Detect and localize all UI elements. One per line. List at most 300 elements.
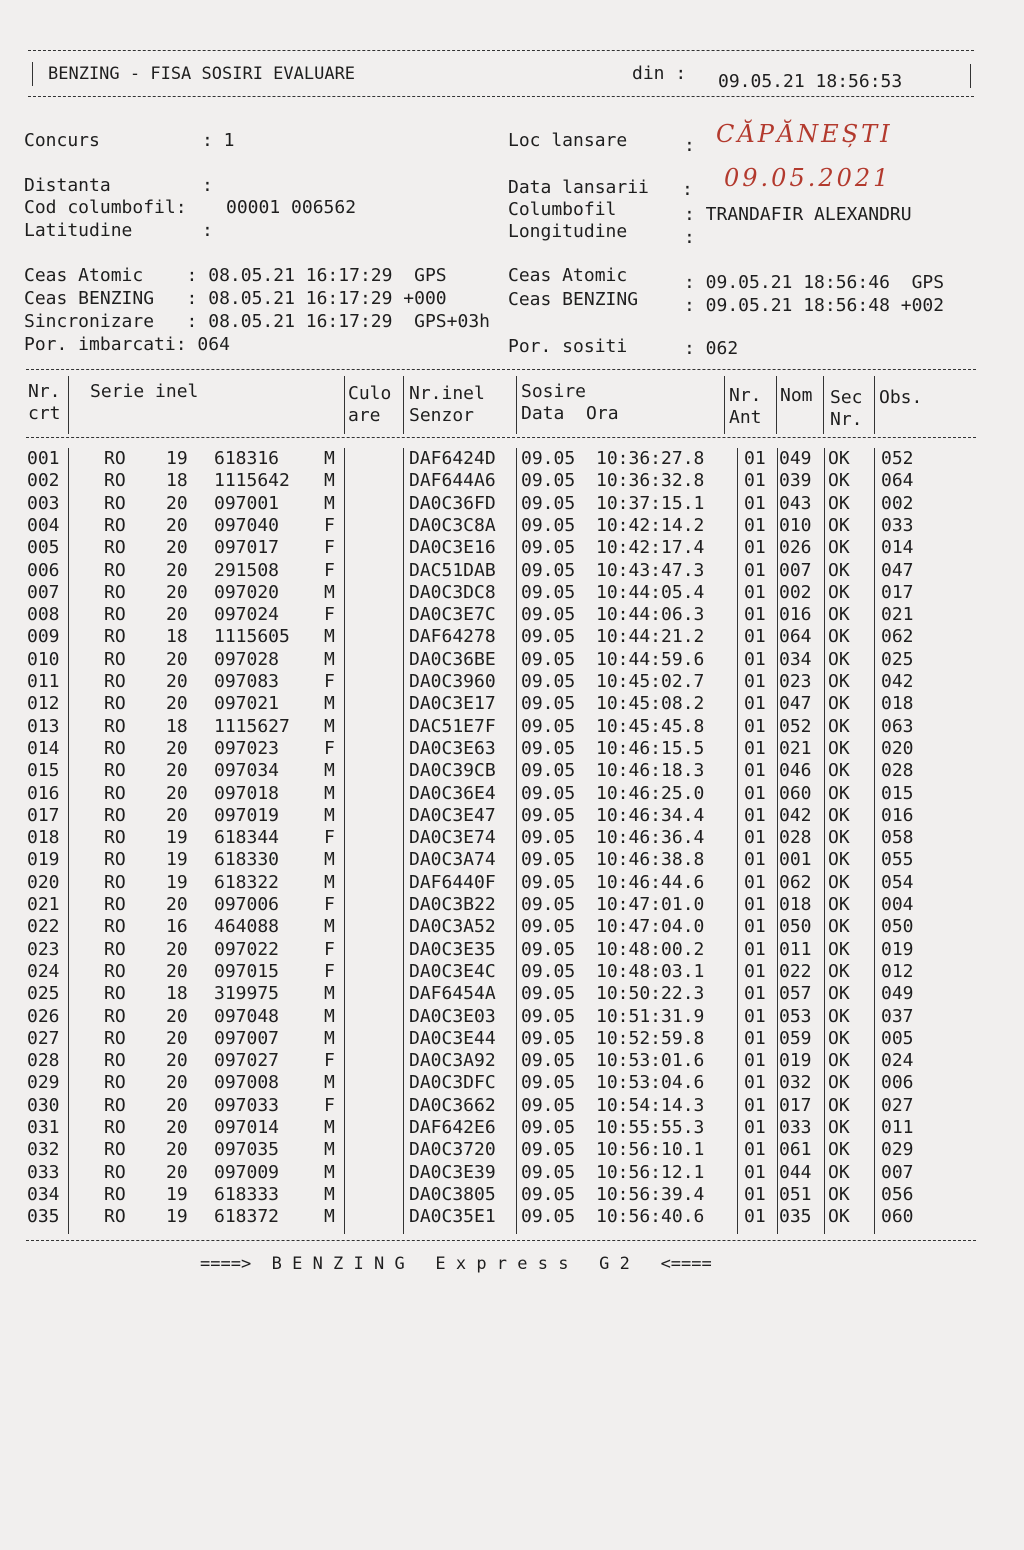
cell-arrival-time: 10:46:25.0 <box>596 782 705 804</box>
cell-nom: 007 <box>779 559 812 581</box>
porumbei-imbarcati: Por. imbarcati: 064 <box>24 334 230 355</box>
cell-sec-nr: OK <box>828 1117 850 1138</box>
cell-year: 20 <box>166 1161 188 1183</box>
table-row <box>0 827 1024 849</box>
cell-nr-ant: 01 <box>744 537 766 559</box>
cell-sex: M <box>324 693 335 715</box>
table-row <box>0 582 1024 604</box>
cell-nr-ant: 01 <box>744 916 766 938</box>
header-left-border <box>32 62 33 86</box>
cell-sex: F <box>324 559 335 581</box>
cell-ring-number: 618344 <box>214 827 280 849</box>
cell-arrival-time: 10:55:55.3 <box>596 1117 705 1138</box>
cell-arrival-date: 09.05 <box>521 1139 576 1161</box>
cell-sec-nr: OK <box>828 983 850 1005</box>
cod-columbofil-value: 00001 006562 <box>226 197 357 218</box>
ceas-benzing-right-label: Ceas BENZING <box>508 289 639 310</box>
table-row <box>0 626 1024 648</box>
cell-arrival-date: 09.05 <box>521 960 576 982</box>
cell-nr-crt: 019 <box>27 849 60 871</box>
cell-country: RO <box>104 470 126 492</box>
cell-sec-nr: OK <box>828 1139 850 1161</box>
distanta-colon: : <box>202 175 213 196</box>
cell-arrival-date: 09.05 <box>521 1027 576 1049</box>
cell-arrival-date: 09.05 <box>521 916 576 938</box>
cell-sex: F <box>324 537 335 559</box>
cell-sex: M <box>324 916 335 938</box>
cell-year: 20 <box>166 737 188 759</box>
table-row <box>0 1184 1024 1206</box>
cell-sec-nr: OK <box>828 782 850 804</box>
cell-obs: 064 <box>881 470 914 492</box>
cell-arrival-date: 09.05 <box>521 626 576 648</box>
cell-year: 19 <box>166 827 188 849</box>
porumbei-sositi-label: Por. sositi <box>508 336 628 357</box>
cell-arrival-time: 10:43:47.3 <box>596 559 705 581</box>
cell-country: RO <box>104 514 126 536</box>
cell-ring-number: 097033 <box>214 1094 280 1116</box>
cell-obs: 049 <box>881 983 914 1005</box>
cell-country: RO <box>104 827 126 849</box>
table-row <box>0 693 1024 715</box>
columbofil-value: : TRANDAFIR ALEXANDRU <box>684 204 912 225</box>
cell-country: RO <box>104 938 126 960</box>
cell-sensor-ring: DAF644A6 <box>409 470 496 492</box>
cell-nr-crt: 023 <box>27 938 60 960</box>
cell-nom: 028 <box>779 827 812 849</box>
cell-sensor-ring: DA0C36FD <box>409 492 496 514</box>
cell-sensor-ring: DA0C3E35 <box>409 938 496 960</box>
cell-sec-nr: OK <box>828 1027 850 1049</box>
cell-nr-ant: 01 <box>744 849 766 871</box>
cell-year: 16 <box>166 916 188 938</box>
cell-nr-ant: 01 <box>744 492 766 514</box>
cell-sec-nr: OK <box>828 448 850 469</box>
cell-nom: 050 <box>779 916 812 938</box>
header-culoare-1: Culo <box>348 383 392 404</box>
cell-sec-nr: OK <box>828 737 850 759</box>
cell-ring-number: 097048 <box>214 1005 280 1027</box>
cell-sex: M <box>324 1183 335 1205</box>
cell-nr-ant: 01 <box>744 827 766 849</box>
cell-nr-crt: 004 <box>27 514 60 536</box>
ceas-benzing-left: Ceas BENZING : 08.05.21 16:17:29 +000 <box>24 288 447 309</box>
cell-ring-number: 1115642 <box>214 470 290 492</box>
cell-obs: 020 <box>881 737 914 759</box>
cell-nr-ant: 01 <box>744 693 766 715</box>
cell-year: 20 <box>166 1139 188 1161</box>
cell-nr-crt: 012 <box>27 693 60 715</box>
cell-ring-number: 097020 <box>214 581 280 603</box>
col-sep-header <box>516 376 517 434</box>
cell-year: 20 <box>166 1072 188 1094</box>
cell-country: RO <box>104 1050 126 1072</box>
cell-nr-ant: 01 <box>744 938 766 960</box>
table-row <box>0 671 1024 693</box>
cell-ring-number: 097021 <box>214 693 280 715</box>
cell-year: 20 <box>166 804 188 826</box>
cell-sex: F <box>324 1094 335 1116</box>
cell-sensor-ring: DA0C3DFC <box>409 1072 496 1094</box>
cell-ring-number: 618316 <box>214 448 280 469</box>
header-nr-ant-2: Ant <box>729 407 762 428</box>
cell-country: RO <box>104 1183 126 1205</box>
cell-sensor-ring: DA0C3662 <box>409 1094 496 1116</box>
table-row <box>0 916 1024 938</box>
cell-year: 19 <box>166 1206 188 1228</box>
cell-arrival-date: 09.05 <box>521 737 576 759</box>
cell-year: 20 <box>166 1094 188 1116</box>
cell-sensor-ring: DA0C36E4 <box>409 782 496 804</box>
data-lansarii-label: Data lansarii <box>508 177 649 198</box>
cell-sec-nr: OK <box>828 537 850 559</box>
cell-country: RO <box>104 849 126 871</box>
cell-sensor-ring: DAF64278 <box>409 626 496 648</box>
cell-sec-nr: OK <box>828 648 850 670</box>
cell-nom: 046 <box>779 760 812 782</box>
cell-ring-number: 097006 <box>214 894 280 915</box>
cell-arrival-date: 09.05 <box>521 559 576 581</box>
cell-sec-nr: OK <box>828 916 850 938</box>
cell-nr-ant: 01 <box>744 871 766 893</box>
cell-sec-nr: OK <box>828 827 850 849</box>
table-row <box>0 983 1024 1005</box>
cell-arrival-time: 10:46:38.8 <box>596 849 705 871</box>
cell-sec-nr: OK <box>828 492 850 514</box>
table-row <box>0 560 1024 582</box>
cell-obs: 025 <box>881 648 914 670</box>
cell-nom: 001 <box>779 849 812 871</box>
cell-country: RO <box>104 537 126 559</box>
table-row <box>0 537 1024 559</box>
cell-sex: M <box>324 492 335 514</box>
cell-sex: M <box>324 715 335 737</box>
cell-sensor-ring: DAF642E6 <box>409 1117 496 1138</box>
col-sep-header <box>68 376 69 434</box>
cell-nom: 033 <box>779 1117 812 1138</box>
cell-sex: M <box>324 1117 335 1138</box>
cell-nr-crt: 008 <box>27 604 60 626</box>
cell-ring-number: 097035 <box>214 1139 280 1161</box>
cell-country: RO <box>104 1072 126 1094</box>
cell-obs: 019 <box>881 938 914 960</box>
header-sec: Sec <box>830 387 863 408</box>
cell-sensor-ring: DA0C3720 <box>409 1139 496 1161</box>
cell-arrival-time: 10:53:04.6 <box>596 1072 705 1094</box>
cell-arrival-time: 10:45:45.8 <box>596 715 705 737</box>
cell-obs: 011 <box>881 1117 914 1138</box>
table-row <box>0 1117 1024 1139</box>
concurs-label: Concurs <box>24 130 100 151</box>
cell-sex: M <box>324 626 335 648</box>
cell-nom: 002 <box>779 581 812 603</box>
cell-sensor-ring: DA0C3E16 <box>409 537 496 559</box>
cell-arrival-date: 09.05 <box>521 693 576 715</box>
cell-nr-ant: 01 <box>744 671 766 692</box>
cell-ring-number: 097019 <box>214 804 280 826</box>
cell-arrival-time: 10:44:59.6 <box>596 648 705 670</box>
cell-sex: F <box>324 1050 335 1072</box>
table-top-rule <box>26 369 976 370</box>
cell-year: 20 <box>166 693 188 715</box>
cell-nr-crt: 009 <box>27 626 60 648</box>
cell-sex: M <box>324 871 335 893</box>
cell-nr-ant: 01 <box>744 782 766 804</box>
cell-sec-nr: OK <box>828 938 850 960</box>
cell-nr-crt: 032 <box>27 1139 60 1161</box>
cell-year: 18 <box>166 626 188 648</box>
cell-country: RO <box>104 626 126 648</box>
cell-arrival-date: 09.05 <box>521 581 576 603</box>
cell-year: 19 <box>166 871 188 893</box>
cell-sensor-ring: DAF6424D <box>409 448 496 469</box>
cell-nr-ant: 01 <box>744 1027 766 1049</box>
cell-nom: 017 <box>779 1094 812 1116</box>
col-sep-header <box>874 376 875 434</box>
cell-sensor-ring: DA0C3E47 <box>409 804 496 826</box>
cell-sensor-ring: DA0C3E39 <box>409 1161 496 1183</box>
table-row <box>0 1006 1024 1028</box>
cell-sensor-ring: DA0C3A74 <box>409 849 496 871</box>
cell-ring-number: 097040 <box>214 514 280 536</box>
cell-country: RO <box>104 1161 126 1183</box>
cell-sex: M <box>324 760 335 782</box>
table-row <box>0 1095 1024 1117</box>
cell-nr-crt: 018 <box>27 827 60 849</box>
cell-nom: 034 <box>779 648 812 670</box>
cell-arrival-time: 10:54:14.3 <box>596 1094 705 1116</box>
cell-ring-number: 097034 <box>214 760 280 782</box>
cell-nom: 064 <box>779 626 812 648</box>
table-row <box>0 515 1024 537</box>
cell-nom: 018 <box>779 894 812 915</box>
cell-nr-crt: 035 <box>27 1206 60 1228</box>
cell-nr-crt: 014 <box>27 737 60 759</box>
cell-arrival-date: 09.05 <box>521 804 576 826</box>
cell-arrival-time: 10:53:01.6 <box>596 1050 705 1072</box>
cell-nr-crt: 024 <box>27 960 60 982</box>
cell-arrival-date: 09.05 <box>521 537 576 559</box>
cell-nr-ant: 01 <box>744 894 766 915</box>
cell-sex: M <box>324 1161 335 1183</box>
cell-sensor-ring: DAC51E7F <box>409 715 496 737</box>
cell-nom: 042 <box>779 804 812 826</box>
cell-nom: 026 <box>779 537 812 559</box>
cell-ring-number: 464088 <box>214 916 280 938</box>
cell-arrival-time: 10:42:17.4 <box>596 537 705 559</box>
data-lansarii-colon: : <box>682 179 693 200</box>
cell-obs: 012 <box>881 960 914 982</box>
cell-sensor-ring: DA0C3960 <box>409 671 496 692</box>
cell-year: 18 <box>166 715 188 737</box>
cell-year: 19 <box>166 1183 188 1205</box>
col-sep-header <box>776 376 777 434</box>
cell-ring-number: 1115627 <box>214 715 290 737</box>
cell-sex: M <box>324 648 335 670</box>
cell-year: 19 <box>166 849 188 871</box>
cell-sec-nr: OK <box>828 470 850 492</box>
cell-obs: 062 <box>881 626 914 648</box>
cell-country: RO <box>104 1206 126 1228</box>
cell-year: 20 <box>166 938 188 960</box>
cell-sec-nr: OK <box>828 1050 850 1072</box>
cell-arrival-time: 10:46:15.5 <box>596 737 705 759</box>
cell-sex: M <box>324 1139 335 1161</box>
cell-year: 20 <box>166 782 188 804</box>
cell-arrival-date: 09.05 <box>521 760 576 782</box>
cell-arrival-time: 10:56:10.1 <box>596 1139 705 1161</box>
cell-sex: F <box>324 894 335 915</box>
ceas-atomic-right-label: Ceas Atomic <box>508 265 628 286</box>
cell-nr-crt: 011 <box>27 671 60 692</box>
cell-nr-crt: 022 <box>27 916 60 938</box>
cell-country: RO <box>104 1027 126 1049</box>
cell-obs: 042 <box>881 671 914 692</box>
cell-sec-nr: OK <box>828 604 850 626</box>
cell-country: RO <box>104 581 126 603</box>
cell-nr-crt: 002 <box>27 470 60 492</box>
cell-country: RO <box>104 448 126 469</box>
cell-arrival-date: 09.05 <box>521 1117 576 1138</box>
cell-nr-crt: 029 <box>27 1072 60 1094</box>
cell-obs: 004 <box>881 894 914 915</box>
cell-country: RO <box>104 648 126 670</box>
cell-sex: M <box>324 1206 335 1228</box>
cell-year: 20 <box>166 1050 188 1072</box>
cod-columbofil-label: Cod columbofil: <box>24 197 187 218</box>
cell-obs: 028 <box>881 760 914 782</box>
header-sec-nr: Nr. <box>830 409 863 430</box>
cell-year: 20 <box>166 492 188 514</box>
cell-arrival-time: 10:36:27.8 <box>596 448 705 469</box>
cell-obs: 021 <box>881 604 914 626</box>
cell-obs: 056 <box>881 1183 914 1205</box>
cell-nr-crt: 028 <box>27 1050 60 1072</box>
cell-arrival-date: 09.05 <box>521 1206 576 1228</box>
cell-sex: F <box>324 604 335 626</box>
cell-nr-crt: 006 <box>27 559 60 581</box>
cell-arrival-time: 10:56:40.6 <box>596 1206 705 1228</box>
cell-year: 18 <box>166 983 188 1005</box>
cell-year: 20 <box>166 648 188 670</box>
cell-sec-nr: OK <box>828 1206 850 1228</box>
cell-arrival-time: 10:36:32.8 <box>596 470 705 492</box>
header-nr: Nr. <box>28 381 61 402</box>
table-row <box>0 961 1024 983</box>
cell-ring-number: 097017 <box>214 537 280 559</box>
cell-country: RO <box>104 960 126 982</box>
columbofil-label: Columbofil <box>508 199 617 220</box>
cell-sec-nr: OK <box>828 760 850 782</box>
cell-arrival-date: 09.05 <box>521 1005 576 1027</box>
ceas-atomic-right-value: : 09.05.21 18:56:46 GPS <box>684 272 945 293</box>
cell-nr-crt: 033 <box>27 1161 60 1183</box>
cell-country: RO <box>104 693 126 715</box>
cell-nom: 060 <box>779 782 812 804</box>
cell-arrival-date: 09.05 <box>521 1161 576 1183</box>
cell-nr-ant: 01 <box>744 804 766 826</box>
cell-sensor-ring: DA0C3805 <box>409 1183 496 1205</box>
cell-country: RO <box>104 1005 126 1027</box>
cell-nr-crt: 010 <box>27 648 60 670</box>
cell-ring-number: 097014 <box>214 1117 280 1138</box>
cell-ring-number: 618322 <box>214 871 280 893</box>
cell-ring-number: 097028 <box>214 648 280 670</box>
cell-nr-crt: 026 <box>27 1005 60 1027</box>
cell-nom: 022 <box>779 960 812 982</box>
col-sep-header <box>403 376 404 434</box>
loc-lansare-colon: : <box>684 135 695 156</box>
cell-arrival-time: 10:42:14.2 <box>596 514 705 536</box>
cell-arrival-date: 09.05 <box>521 671 576 692</box>
cell-sec-nr: OK <box>828 960 850 982</box>
latitudine-label: Latitudine <box>24 220 133 241</box>
cell-nr-ant: 01 <box>744 559 766 581</box>
cell-arrival-date: 09.05 <box>521 938 576 960</box>
cell-country: RO <box>104 737 126 759</box>
cell-sec-nr: OK <box>828 1183 850 1205</box>
cell-nr-ant: 01 <box>744 983 766 1005</box>
cell-year: 18 <box>166 470 188 492</box>
header-top-border <box>28 50 974 51</box>
cell-country: RO <box>104 1117 126 1138</box>
cell-nom: 035 <box>779 1206 812 1228</box>
cell-ring-number: 097015 <box>214 960 280 982</box>
cell-country: RO <box>104 983 126 1005</box>
cell-ring-number: 1115605 <box>214 626 290 648</box>
cell-arrival-time: 10:44:05.4 <box>596 581 705 603</box>
cell-ring-number: 097018 <box>214 782 280 804</box>
cell-sensor-ring: DA0C3E4C <box>409 960 496 982</box>
cell-nom: 023 <box>779 671 812 692</box>
cell-nr-crt: 016 <box>27 782 60 804</box>
cell-arrival-time: 10:48:00.2 <box>596 938 705 960</box>
cell-sex: M <box>324 983 335 1005</box>
longitudine-colon: : <box>684 227 695 248</box>
cell-arrival-date: 09.05 <box>521 871 576 893</box>
cell-nom: 010 <box>779 514 812 536</box>
header-culoare-2: are <box>348 405 381 426</box>
cell-arrival-time: 10:50:22.3 <box>596 983 705 1005</box>
cell-nom: 019 <box>779 1050 812 1072</box>
cell-ring-number: 097008 <box>214 1072 280 1094</box>
cell-obs: 002 <box>881 492 914 514</box>
table-row <box>0 894 1024 916</box>
cell-country: RO <box>104 492 126 514</box>
cell-country: RO <box>104 604 126 626</box>
cell-obs: 018 <box>881 693 914 715</box>
cell-nom: 047 <box>779 693 812 715</box>
cell-country: RO <box>104 760 126 782</box>
footer-banner: ====> B E N Z I N G E x p r e s s G 2 <==== <box>200 1254 712 1274</box>
ceas-benzing-right-value: : 09.05.21 18:56:48 +002 <box>684 295 945 316</box>
header-crt: crt <box>28 403 61 424</box>
cell-year: 20 <box>166 537 188 559</box>
cell-nr-crt: 015 <box>27 760 60 782</box>
cell-sec-nr: OK <box>828 715 850 737</box>
loc-lansare-handwritten: CĂPĂNEȘTI <box>716 120 893 148</box>
cell-nr-ant: 01 <box>744 1094 766 1116</box>
cell-ring-number: 097022 <box>214 938 280 960</box>
cell-nr-ant: 01 <box>744 715 766 737</box>
cell-sex: M <box>324 1027 335 1049</box>
cell-arrival-date: 09.05 <box>521 1183 576 1205</box>
loc-lansare-label: Loc lansare <box>508 130 628 151</box>
cell-sec-nr: OK <box>828 514 850 536</box>
cell-arrival-time: 10:51:31.9 <box>596 1005 705 1027</box>
cell-sensor-ring: DA0C35E1 <box>409 1206 496 1228</box>
cell-sensor-ring: DA0C3E63 <box>409 737 496 759</box>
